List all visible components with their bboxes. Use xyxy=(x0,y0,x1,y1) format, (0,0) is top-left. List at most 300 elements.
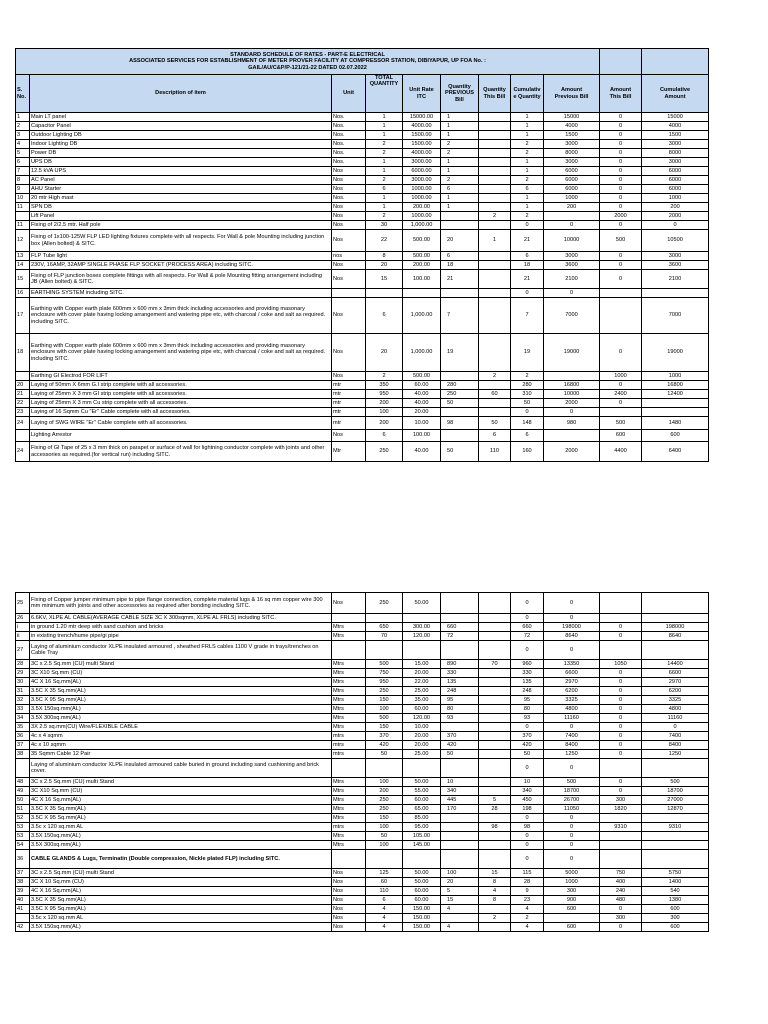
cell-total-quantity: 100 xyxy=(366,778,403,787)
cell-quantity-this xyxy=(479,614,511,623)
cell-amount-this xyxy=(600,298,642,334)
cell-amount-this: 4400 xyxy=(600,442,642,462)
cell-unit: Mtrs xyxy=(332,805,366,814)
cell-quantity-this xyxy=(479,850,511,869)
cell-total-quantity: 70 xyxy=(366,632,403,641)
cell-unit-rate: 1000.00 xyxy=(403,194,441,203)
cell-cumulative-amount: 3000 xyxy=(642,252,709,261)
cell-cumulative-amount: 1000 xyxy=(642,194,709,203)
cell-description: 3C x 2.5 Sq.mm (CU) multi Stand xyxy=(30,660,332,669)
cell-amount-previous: 0 xyxy=(544,408,600,417)
header-quantity-this: Quantity This Bill xyxy=(479,75,511,113)
cell-amount-previous: 0 xyxy=(544,841,600,850)
cell-unit: Nos xyxy=(332,176,366,185)
cell-description: Earthing GI Electrod FOR LIFT xyxy=(30,372,332,381)
cell-quantity-previous: 50 xyxy=(441,750,479,759)
cell-unit: Nos xyxy=(332,896,366,905)
cell-total-quantity: 4 xyxy=(366,923,403,932)
cell-total-quantity: 50 xyxy=(366,832,403,841)
cell-total-quantity: 350 xyxy=(366,381,403,390)
cell-total-quantity: 500 xyxy=(366,660,403,669)
cell-unit-rate: 1000.00 xyxy=(403,185,441,194)
cell-amount-this xyxy=(600,408,642,417)
cell-s-no: 24 xyxy=(16,417,30,430)
cell-total-quantity: 15 xyxy=(366,270,403,289)
cell-cumulative-amount: 18700 xyxy=(642,787,709,796)
cell-description: 3C X10 Sq.mm (CU) xyxy=(30,669,332,678)
cell-amount-this: 0 xyxy=(600,167,642,176)
cell-total-quantity: 6 xyxy=(366,298,403,334)
cell-quantity-previous: 170 xyxy=(441,805,479,814)
schedule-table-part-2 xyxy=(15,592,709,932)
cell-cumulative-quantity: 95 xyxy=(511,696,544,705)
cell-unit: Nos xyxy=(332,270,366,289)
cell-amount-previous: 6000 xyxy=(544,185,600,194)
table-row xyxy=(16,230,709,252)
header-s-no: S. No. xyxy=(16,75,30,113)
cell-total-quantity: 250 xyxy=(366,805,403,814)
cell-quantity-previous: 330 xyxy=(441,669,479,678)
cell-unit: Nos. xyxy=(332,149,366,158)
cell-quantity-this: 15 xyxy=(479,869,511,878)
cell-cumulative-amount: 3000 xyxy=(642,140,709,149)
cell-cumulative-quantity: 9 xyxy=(511,887,544,896)
cell-amount-this: 0 xyxy=(600,176,642,185)
cell-s-no: 27 xyxy=(16,641,30,660)
cell-unit xyxy=(332,850,366,869)
cell-quantity-previous: 4 xyxy=(441,923,479,932)
cell-amount-previous: 4800 xyxy=(544,705,600,714)
cell-quantity-previous: 7 xyxy=(441,298,479,334)
table-row xyxy=(16,261,709,270)
cell-unit-rate: 50.00 xyxy=(403,869,441,878)
cell-amount-previous: 3000 xyxy=(544,158,600,167)
cell-cumulative-amount: 1400 xyxy=(642,878,709,887)
cell-s-no xyxy=(16,759,30,778)
cell-total-quantity: 1 xyxy=(366,167,403,176)
cell-amount-previous: 600 xyxy=(544,905,600,914)
cell-amount-previous: 6600 xyxy=(544,669,600,678)
cell-quantity-this: 2 xyxy=(479,212,511,221)
cell-cumulative-amount: 1480 xyxy=(642,417,709,430)
cell-cumulative-amount xyxy=(642,399,709,408)
cell-unit: Nos xyxy=(332,887,366,896)
table-row xyxy=(16,270,709,289)
cell-description: AHU Starter xyxy=(30,185,332,194)
cell-description: SPN DB xyxy=(30,203,332,212)
cell-unit: Mtrs xyxy=(332,778,366,787)
cell-cumulative-amount xyxy=(642,850,709,869)
cell-description: Capacitor Panel xyxy=(30,122,332,131)
cell-quantity-previous: 280 xyxy=(441,381,479,390)
cell-unit-rate: 50.00 xyxy=(403,778,441,787)
cell-total-quantity: 20 xyxy=(366,261,403,270)
cell-description: 6.6KV, XLPE AL CABLE(AVERAGE CABLE SIZE 3C X 300sqmm, XLPE AL FRLS) including SITC. xyxy=(30,614,332,623)
cell-total-quantity: 1 xyxy=(366,203,403,212)
cell-amount-previous: 0 xyxy=(544,759,600,778)
cell-description: 3C X 10 Sq.mm (CU) xyxy=(30,878,332,887)
cell-cumulative-amount: 4800 xyxy=(642,705,709,714)
cell-cumulative-amount: 6000 xyxy=(642,185,709,194)
cell-s-no: 7 xyxy=(16,167,30,176)
cell-unit-rate: 60.00 xyxy=(403,896,441,905)
cell-quantity-this xyxy=(479,678,511,687)
cell-description: Power DB xyxy=(30,149,332,158)
table-row xyxy=(16,823,709,832)
cell-amount-this: 0 xyxy=(600,261,642,270)
cell-unit: Mtrs xyxy=(332,669,366,678)
cell-cumulative-amount: 2000 xyxy=(642,212,709,221)
cell-unit-rate: 3000.00 xyxy=(403,158,441,167)
cell-amount-previous: 19000 xyxy=(544,334,600,372)
cell-unit-rate xyxy=(403,289,441,298)
cell-quantity-previous xyxy=(441,850,479,869)
table-row xyxy=(16,158,709,167)
cell-cumulative-quantity: 6 xyxy=(511,252,544,261)
cell-amount-previous: 8000 xyxy=(544,149,600,158)
cell-total-quantity: 125 xyxy=(366,869,403,878)
cell-cumulative-amount: 600 xyxy=(642,905,709,914)
cell-s-no: 42 xyxy=(16,923,30,932)
cell-quantity-previous xyxy=(441,914,479,923)
table-row xyxy=(16,896,709,905)
cell-quantity-this: 2 xyxy=(479,372,511,381)
cell-unit-rate: 145.00 xyxy=(403,841,441,850)
cell-unit-rate: 500.00 xyxy=(403,252,441,261)
table-row xyxy=(16,408,709,417)
cell-unit xyxy=(332,289,366,298)
cell-quantity-previous: 100 xyxy=(441,869,479,878)
cell-total-quantity: 4 xyxy=(366,914,403,923)
cell-cumulative-amount: 200 xyxy=(642,203,709,212)
cell-s-no: 51 xyxy=(16,805,30,814)
cell-quantity-this xyxy=(479,176,511,185)
title-line-2: ASSOCIATED SERVICES FOR ESTABLISHMENT OF METER PROVER FACILITY AT COMPRESSOR STATION, DIBIYAPUR, UP FOA No. : xyxy=(129,58,486,65)
cell-amount-previous xyxy=(544,212,600,221)
cell-s-no: 11 xyxy=(16,203,30,212)
cell-s-no: 30 xyxy=(16,678,30,687)
cell-description: 3.5C X 35 Sq.mm(AL) xyxy=(30,805,332,814)
cell-total-quantity: 110 xyxy=(366,887,403,896)
cell-cumulative-quantity: 21 xyxy=(511,230,544,252)
header-unit-rate: Unit Rate ITC xyxy=(403,75,441,113)
cell-total-quantity: 1 xyxy=(366,113,403,122)
cell-unit: mtr xyxy=(332,417,366,430)
cell-unit: Nos xyxy=(332,334,366,372)
cell-cumulative-amount: 500 xyxy=(642,778,709,787)
cell-total-quantity: 100 xyxy=(366,408,403,417)
cell-description: in existing trench/hume pipe/gi pipe xyxy=(30,632,332,641)
cell-s-no: 18 xyxy=(16,334,30,372)
cell-unit-rate xyxy=(403,641,441,660)
cell-s-no: ii xyxy=(16,632,30,641)
cell-quantity-this xyxy=(479,759,511,778)
cell-cumulative-amount: 11160 xyxy=(642,714,709,723)
cell-s-no: 21 xyxy=(16,390,30,399)
cell-quantity-previous: 1 xyxy=(441,113,479,122)
cell-description: Fixing of FLP junction boxes complete fittings with all respects. For Wall & pole Mounting fitting arrangement including JB (Allen bolted) & SITC. xyxy=(30,270,332,289)
cell-quantity-previous: 248 xyxy=(441,687,479,696)
cell-amount-this: 2400 xyxy=(600,390,642,399)
cell-s-no: 38 xyxy=(16,878,30,887)
cell-unit: Nos xyxy=(332,298,366,334)
cell-cumulative-quantity: 660 xyxy=(511,623,544,632)
cell-quantity-this xyxy=(479,593,511,614)
cell-quantity-previous: 135 xyxy=(441,678,479,687)
cell-s-no: 25 xyxy=(16,593,30,614)
table-row xyxy=(16,194,709,203)
cell-unit: Mtrs xyxy=(332,832,366,841)
cell-cumulative-amount: 3600 xyxy=(642,261,709,270)
cell-cumulative-amount: 14400 xyxy=(642,660,709,669)
cell-cumulative-quantity: 50 xyxy=(511,399,544,408)
cell-cumulative-amount: 300 xyxy=(642,914,709,923)
cell-quantity-previous: 1 xyxy=(441,167,479,176)
cell-quantity-this: 50 xyxy=(479,417,511,430)
cell-s-no: i xyxy=(16,623,30,632)
cell-unit-rate: 4000.00 xyxy=(403,149,441,158)
cell-total-quantity: 200 xyxy=(366,787,403,796)
cell-cumulative-quantity: 0 xyxy=(511,408,544,417)
cell-quantity-previous: 340 xyxy=(441,787,479,796)
cell-description: Laying of 25mm X 3 mm GI strip complete with all accessories. xyxy=(30,390,332,399)
cell-amount-previous: 2970 xyxy=(544,678,600,687)
cell-quantity-this: 110 xyxy=(479,442,511,462)
cell-amount-previous: 0 xyxy=(544,850,600,869)
cell-total-quantity: 250 xyxy=(366,687,403,696)
cell-quantity-previous: 1 xyxy=(441,158,479,167)
cell-cumulative-amount: 1000 xyxy=(642,372,709,381)
cell-quantity-this: 98 xyxy=(479,823,511,832)
cell-cumulative-quantity: 370 xyxy=(511,732,544,741)
cell-description: 4C X 16 Sq.mm(AL) xyxy=(30,796,332,805)
cell-cumulative-quantity: 2 xyxy=(511,140,544,149)
cell-description: 3C x 2.5 Sq.mm (CU) multi Stand xyxy=(30,869,332,878)
cell-total-quantity: 30 xyxy=(366,221,403,230)
cell-amount-this: 0 xyxy=(600,741,642,750)
table-row xyxy=(16,641,709,660)
table-row xyxy=(16,732,709,741)
cell-quantity-this xyxy=(479,203,511,212)
cell-s-no xyxy=(16,430,30,442)
cell-cumulative-amount: 6000 xyxy=(642,176,709,185)
cell-unit-rate: 95.00 xyxy=(403,823,441,832)
cell-cumulative-quantity: 4 xyxy=(511,905,544,914)
table-row xyxy=(16,149,709,158)
cell-cumulative-amount: 6600 xyxy=(642,669,709,678)
cell-unit: Nos xyxy=(332,230,366,252)
cell-quantity-this: 8 xyxy=(479,878,511,887)
title-line-1: STANDARD SCHEDULE OF RATES - PART-E ELECTRICAL xyxy=(230,52,385,59)
cell-description: Outdoor Lighting DB xyxy=(30,131,332,140)
cell-cumulative-quantity: 0 xyxy=(511,289,544,298)
cell-quantity-previous: 5 xyxy=(441,887,479,896)
cell-amount-previous xyxy=(544,372,600,381)
table-row xyxy=(16,805,709,814)
cell-quantity-previous: 1 xyxy=(441,122,479,131)
cell-cumulative-quantity: 960 xyxy=(511,660,544,669)
cell-quantity-previous: 50 xyxy=(441,442,479,462)
cell-description: Laying of aluminium conductor XLPE insulated armoured cable buried in ground including sand cushioning and brick cover. xyxy=(30,759,332,778)
cell-s-no: 5 xyxy=(16,149,30,158)
cell-total-quantity: 2 xyxy=(366,149,403,158)
cell-cumulative-amount: 27000 xyxy=(642,796,709,805)
table-row xyxy=(16,113,709,122)
cell-amount-this: 0 xyxy=(600,334,642,372)
cell-amount-previous: 1000 xyxy=(544,194,600,203)
cell-cumulative-quantity: 0 xyxy=(511,850,544,869)
cell-cumulative-amount: 600 xyxy=(642,430,709,442)
cell-quantity-this xyxy=(479,750,511,759)
cell-unit: Mtrs xyxy=(332,660,366,669)
cell-unit xyxy=(332,614,366,623)
cell-unit-rate: 20.00 xyxy=(403,408,441,417)
table-row xyxy=(16,122,709,131)
cell-amount-this: 0 xyxy=(600,778,642,787)
cell-cumulative-amount: 0 xyxy=(642,221,709,230)
cell-amount-previous: 1000 xyxy=(544,878,600,887)
cell-cumulative-amount xyxy=(642,408,709,417)
cell-unit: Nos xyxy=(332,185,366,194)
cell-description: 3.5C X 95 Sq.mm(AL) xyxy=(30,905,332,914)
cell-quantity-previous: 1 xyxy=(441,131,479,140)
cell-unit-rate: 100.00 xyxy=(403,430,441,442)
cell-quantity-this: 8 xyxy=(479,896,511,905)
cell-total-quantity: 60 xyxy=(366,878,403,887)
cell-amount-this: 0 xyxy=(600,122,642,131)
cell-quantity-this xyxy=(479,194,511,203)
cell-unit: nos xyxy=(332,252,366,261)
cell-description: 3.5C X 95 Sq.mm(AL) xyxy=(30,696,332,705)
cell-quantity-this xyxy=(479,714,511,723)
cell-unit-rate: 40.00 xyxy=(403,442,441,462)
cell-quantity-this xyxy=(479,399,511,408)
cell-unit-rate: 20.00 xyxy=(403,732,441,741)
column-header-row xyxy=(16,75,709,113)
cell-amount-previous: 0 xyxy=(544,723,600,732)
cell-quantity-this xyxy=(479,185,511,194)
cell-s-no xyxy=(16,372,30,381)
cell-description: Earthing with Copper earth plate 600mm x 600 mm x 3mm thick including accessories and providing masonary enclosure with cover plate having locking arrangement and watering pipe etc, with charcoal / coke and salt as required. including SITC. xyxy=(30,298,332,334)
cell-amount-this: 0 xyxy=(600,678,642,687)
cell-unit-rate: 60.00 xyxy=(403,705,441,714)
cell-cumulative-amount: 6200 xyxy=(642,687,709,696)
cell-unit: mtrs xyxy=(332,732,366,741)
cell-cumulative-quantity: 2 xyxy=(511,176,544,185)
cell-quantity-previous: 370 xyxy=(441,732,479,741)
cell-s-no: 32 xyxy=(16,696,30,705)
cell-unit-rate xyxy=(403,759,441,778)
cell-amount-this: 0 xyxy=(600,714,642,723)
cell-quantity-this xyxy=(479,252,511,261)
cell-quantity-this xyxy=(479,905,511,914)
table-row xyxy=(16,185,709,194)
cell-quantity-previous: 19 xyxy=(441,334,479,372)
cell-s-no: 53 xyxy=(16,823,30,832)
cell-quantity-this xyxy=(479,158,511,167)
cell-quantity-previous: 21 xyxy=(441,270,479,289)
cell-description: 3.5X 150sq.mm(AL) xyxy=(30,923,332,932)
cell-unit: Nos xyxy=(332,221,366,230)
cell-amount-this xyxy=(600,850,642,869)
table-row xyxy=(16,814,709,823)
table-row xyxy=(16,923,709,932)
cell-unit-rate: 1500.00 xyxy=(403,131,441,140)
cell-unit: Nos xyxy=(332,167,366,176)
table-row xyxy=(16,623,709,632)
cell-cumulative-quantity: 115 xyxy=(511,869,544,878)
cell-description: Laying of 25mm X 3 mm Cu strip complete with all accessories. xyxy=(30,399,332,408)
cell-quantity-previous: 660 xyxy=(441,623,479,632)
cell-unit: Nos. xyxy=(332,122,366,131)
cell-cumulative-quantity: 0 xyxy=(511,723,544,732)
cell-unit: Nos xyxy=(332,593,366,614)
cell-s-no xyxy=(16,914,30,923)
cell-description: Fixing of 2/2.5 mtr. Half pole xyxy=(30,221,332,230)
cell-description: Lift Panel xyxy=(30,212,332,221)
cell-total-quantity: 370 xyxy=(366,732,403,741)
cell-quantity-this xyxy=(479,741,511,750)
table-row xyxy=(16,832,709,841)
cell-amount-previous: 980 xyxy=(544,417,600,430)
cell-unit-rate: 4000.00 xyxy=(403,122,441,131)
cell-quantity-previous: 445 xyxy=(441,796,479,805)
cell-unit: Nos xyxy=(332,261,366,270)
cell-amount-previous: 18700 xyxy=(544,787,600,796)
cell-amount-previous: 11050 xyxy=(544,805,600,814)
cell-amount-this: 0 xyxy=(600,787,642,796)
cell-cumulative-quantity: 2 xyxy=(511,372,544,381)
cell-quantity-previous: 4 xyxy=(441,905,479,914)
cell-cumulative-quantity: 0 xyxy=(511,614,544,623)
table-row xyxy=(16,723,709,732)
cell-total-quantity: 2 xyxy=(366,212,403,221)
cell-amount-previous: 1250 xyxy=(544,750,600,759)
table-row xyxy=(16,841,709,850)
cell-total-quantity: 650 xyxy=(366,623,403,632)
cell-unit-rate: 500.00 xyxy=(403,230,441,252)
header-quantity-previous: Quantity PREVIOUS Bill xyxy=(441,75,479,113)
cell-amount-this: 0 xyxy=(600,696,642,705)
cell-total-quantity: 2 xyxy=(366,140,403,149)
cell-s-no: 10 xyxy=(16,194,30,203)
table-row xyxy=(16,430,709,442)
cell-total-quantity: 50 xyxy=(366,750,403,759)
header-amount-this: Amount This Bill xyxy=(600,75,642,113)
cell-total-quantity: 200 xyxy=(366,417,403,430)
cell-unit: Mtrs xyxy=(332,841,366,850)
cell-description: 4c x 10 sqmm xyxy=(30,741,332,750)
cell-quantity-previous xyxy=(441,841,479,850)
cell-amount-previous: 0 xyxy=(544,814,600,823)
cell-cumulative-amount xyxy=(642,289,709,298)
cell-s-no: 31 xyxy=(16,687,30,696)
cell-amount-this xyxy=(600,289,642,298)
cell-amount-this: 0 xyxy=(600,252,642,261)
cell-unit-rate: 22.00 xyxy=(403,678,441,687)
cell-quantity-this xyxy=(479,167,511,176)
cell-quantity-previous: 95 xyxy=(441,696,479,705)
cell-unit: Nos xyxy=(332,878,366,887)
cell-total-quantity xyxy=(366,641,403,660)
cell-unit: Mtrs xyxy=(332,705,366,714)
table-row xyxy=(16,221,709,230)
cell-s-no: 22 xyxy=(16,399,30,408)
cell-unit: Nos xyxy=(332,212,366,221)
table-row xyxy=(16,593,709,614)
cell-description: 20 mtr High mast xyxy=(30,194,332,203)
table-row xyxy=(16,869,709,878)
